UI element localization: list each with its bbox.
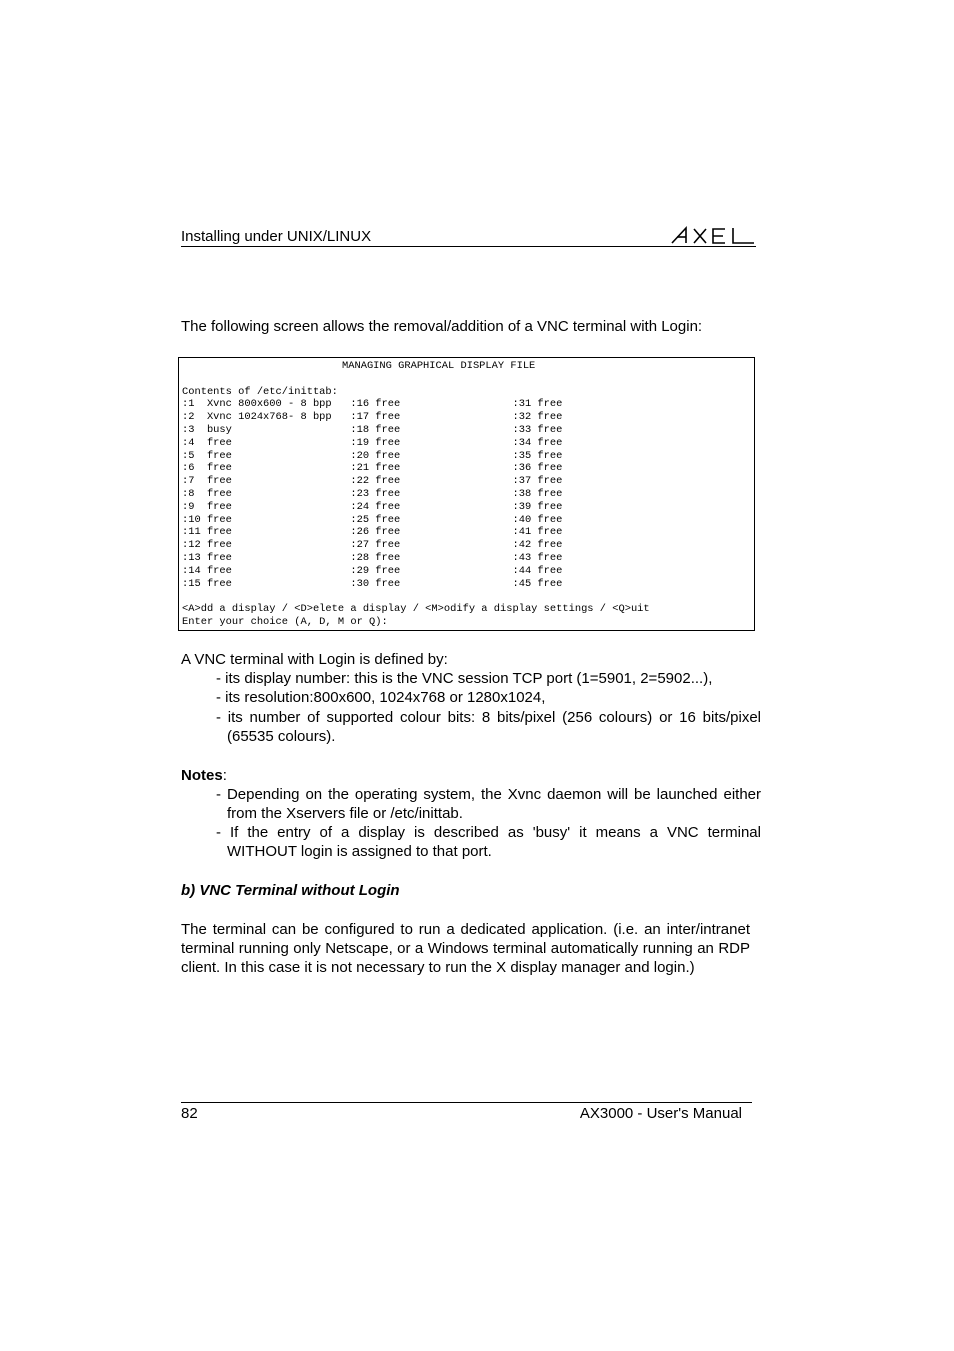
definition-item: - its resolution:800x600, 1024x768 or 1280x1024, xyxy=(216,689,546,706)
terminal-row: :13 free :28 free :43 free xyxy=(182,551,563,564)
terminal-row: :8 free :23 free :38 free xyxy=(182,487,563,500)
terminal-screen xyxy=(178,357,755,631)
terminal-row: :1 Xvnc 800x600 - 8 bpp :16 free :31 free xyxy=(182,398,563,411)
terminal-contents-label: Contents of /etc/inittab: xyxy=(182,385,338,398)
terminal-row: :3 busy :18 free :33 free xyxy=(182,423,563,436)
notes-label: Notes xyxy=(181,767,223,784)
note-item: - Depending on the operating system, the Xvnc daemon will be launched either from the Xservers file or /etc/inittab. xyxy=(216,786,761,823)
terminal-title: MANAGING GRAPHICAL DISPLAY FILE xyxy=(342,360,536,372)
terminal-row: :6 free :21 free :36 free xyxy=(182,462,563,475)
terminal-row: :5 free :20 free :35 free xyxy=(182,449,563,462)
intro-paragraph: The following screen allows the removal/addition of a VNC terminal with Login: xyxy=(181,318,703,335)
terminal-row: :10 free :25 free :40 free xyxy=(182,513,563,526)
definition-lead: A VNC terminal with Login is defined by: xyxy=(181,651,448,668)
terminal-row: :2 Xvnc 1024x768- 8 bpp :17 free :32 free xyxy=(182,411,563,424)
terminal-row: :12 free :27 free :42 free xyxy=(182,539,563,552)
terminal-row: :15 free :30 free :45 free xyxy=(182,577,563,590)
terminal-prompt: Enter your choice (A, D, M or Q): xyxy=(182,615,388,628)
terminal-row: :4 free :19 free :34 free xyxy=(182,436,563,449)
notes-colon: : xyxy=(222,767,227,784)
note-item: - If the entry of a display is described as 'busy' it means a VNC terminal WITHOUT login is assigned to that port. xyxy=(216,824,761,861)
terminal-text xyxy=(182,360,650,629)
definition-item: - its number of supported colour bits: 8 bits/pixel (256 colours) or 16 bits/pixel (65535 colours). xyxy=(216,709,761,746)
header-title: Installing under UNIX/LINUX xyxy=(181,228,372,245)
definition-item: - its display number: this is the VNC session TCP port (1=5901, 2=5902...), xyxy=(216,670,713,687)
terminal-row: :14 free :29 free :44 free xyxy=(182,564,563,577)
terminal-row: :7 free :22 free :37 free xyxy=(182,475,563,488)
notes-heading xyxy=(181,766,750,785)
axel-logo xyxy=(670,224,756,246)
terminal-row: :9 free :24 free :39 free xyxy=(182,500,563,513)
page-footer xyxy=(181,1102,752,1122)
terminal-row: :11 free :26 free :41 free xyxy=(182,526,563,539)
manual-title: AX3000 - User's Manual xyxy=(579,1105,742,1122)
terminal-menu: <A>dd a display / <D>elete a display / <M>odify a display settings / <Q>uit xyxy=(182,603,650,616)
page-header xyxy=(181,226,756,247)
page-number: 82 xyxy=(181,1105,198,1122)
section-paragraph: The terminal can be configured to run a dedicated application. (i.e. an inter/intranet terminal running only Netscape, or a Windows terminal automatically running an RDP client. In this case it is not necessary to run the X display manager and login.) xyxy=(181,921,750,977)
section-heading: b) VNC Terminal without Login xyxy=(181,882,400,899)
